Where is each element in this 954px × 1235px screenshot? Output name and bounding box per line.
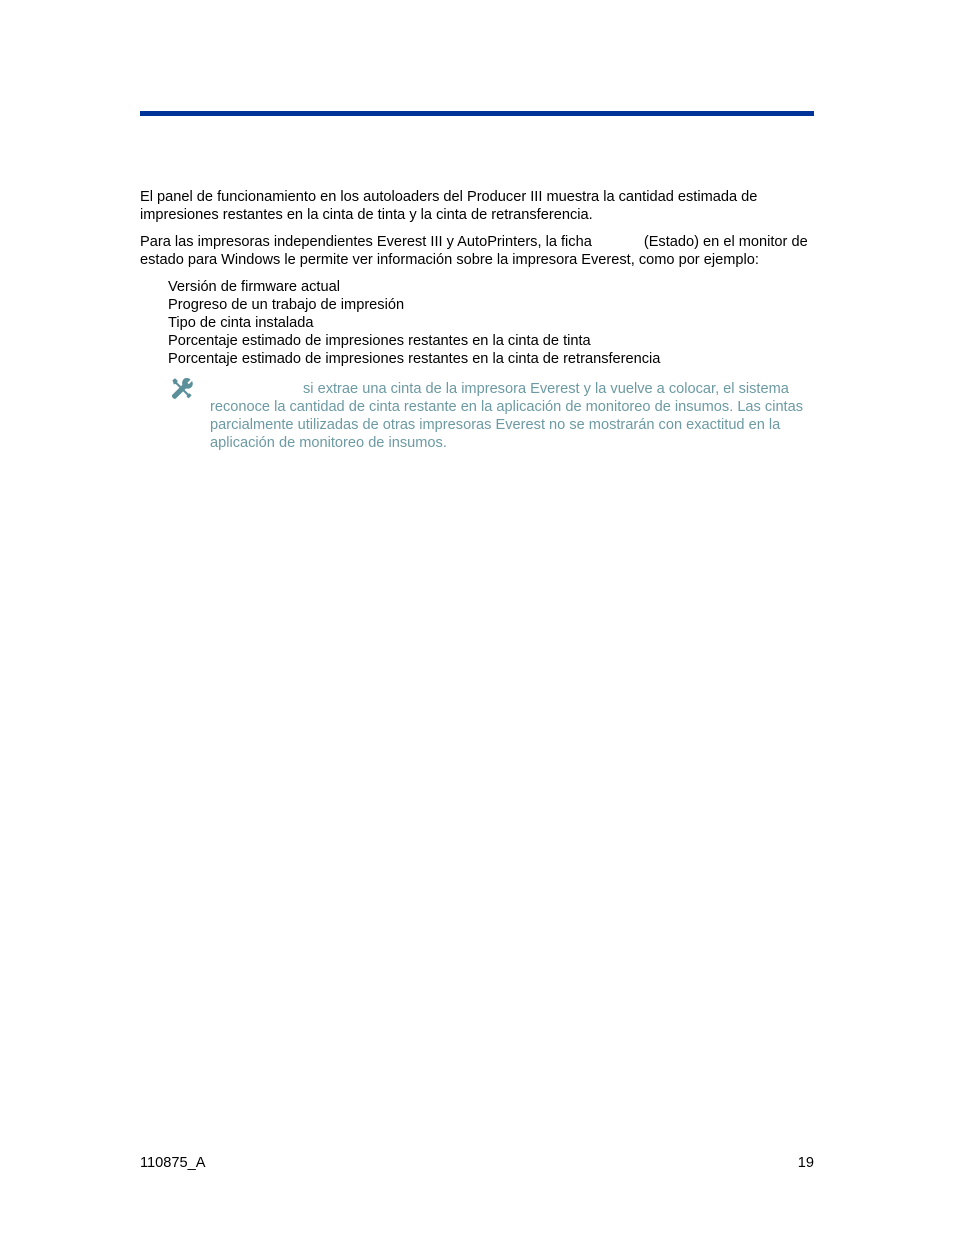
page-number: 19 [797,1155,814,1171]
note-text: si extrae una cinta de la impresora Everest y la vuelve a colocar, el sistema reconoce la cantidad de cinta restante en la aplicación de monitoreo de insumos. Las cintas parcialmente utilizadas de otras impresoras Everest no se mostrarán con exactitud en la aplicación de monitoreo de insumos. [210,381,804,451]
list-item: Progreso de un trabajo de impresión [168,297,405,313]
list-item: Porcentaje estimado de impresiones restantes en la cinta de tinta [168,333,591,349]
status-paragraph-start: Para las impresoras independientes Everest III y AutoPrinters, la ficha [140,234,592,250]
main-content [140,188,814,452]
header-rule [140,111,814,116]
list-item: Porcentaje estimado de impresiones restantes en la cinta de retransferencia [168,351,661,367]
note-block [140,380,814,452]
status-info-list [140,278,814,368]
document-number: 110875_A [140,1155,206,1171]
list-item: Versión de firmware actual [168,279,340,295]
status-paragraph-end: (Estado) en el monitor de estado para Windows le permite ver información sobre la impresora Everest, como por ejemplo: [140,234,808,268]
tools-icon [169,376,193,400]
list-item: Tipo de cinta instalada [168,315,314,331]
status-paragraph [140,233,814,269]
intro-paragraph: El panel de funcionamiento en los autoloaders del Producer III muestra la cantidad estimada de impresiones restantes en la cinta de tinta y la cinta de retransferencia. [140,189,758,223]
